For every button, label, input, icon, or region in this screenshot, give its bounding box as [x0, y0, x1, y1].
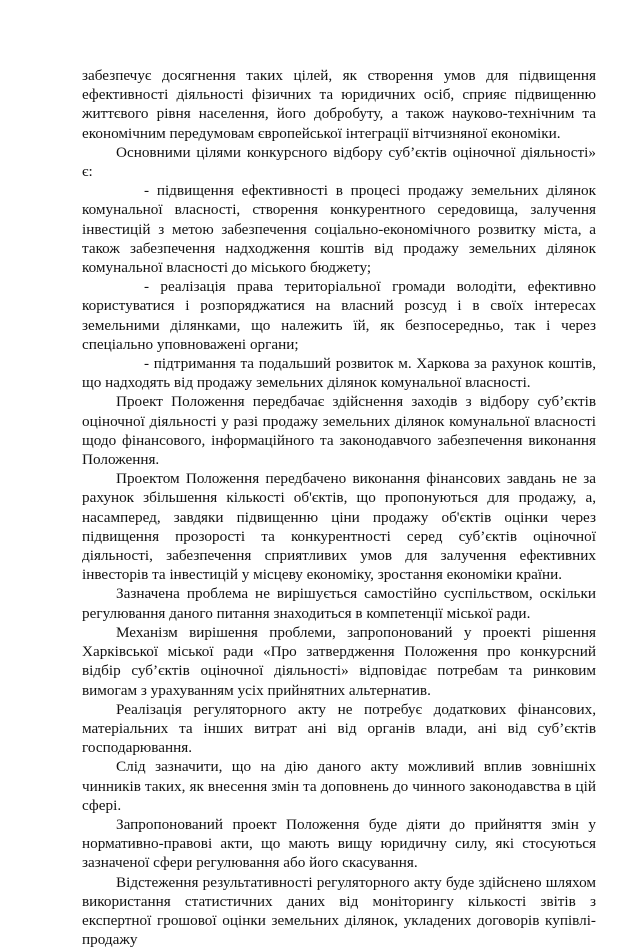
paragraph-external-factors: Слід зазначити, що на дію даного акту можливий вплив зовнішніх чинників таких, як внесення змін та доповнень до чинного законодавства в цій сфері. [82, 758, 596, 814]
paragraph-costs: Реалізація регуляторного акту не потребує додаткових фінансових, матеріальних та інших витрат ані від органів влади, ані від суб’єктів господарювання. [82, 700, 596, 757]
paragraph-problem: Зазначена проблема не вирішується самостійно суспільством, оскільки регулювання даного питання знаходиться в компетенції міської ради. [82, 585, 596, 622]
document-body [82, 66, 596, 949]
paragraph-monitoring: Відстеження результативності регуляторного акту буде здійснено шляхом використання статистичних даних від моніторингу кількості звітів з експертної грошової оцінки земельних ділянок, укладених договорів купівлі-продажу [82, 873, 596, 949]
paragraph-validity: Запропонований проект Положення буде діяти до прийняття змін у нормативно-правові акти, що мають вищу юридичну силу, які стосуються зазначеної сфери регулювання або його скасування. [82, 815, 596, 872]
bullet-community-rights: - реалізація права територіальної громади володіти, ефективно користуватися і розпоряджатися на власний розсуд і в своїх інтересах земельними ділянками, що належить їй, як безпосередньо, так і через спеціально уповноважені органи; [82, 278, 596, 353]
paragraph-financial-tasks: Проектом Положення передбачено виконання фінансових завдань не за рахунок збільшення кількості об'єктів, що пропонуються для продажу, а, насамперед, завдяки підвищенню ціни продажу об'єктів оцінки через підвищення прозорості та конкурентності серед суб’єктів оціночної діяльності, забезпечення сприятливих умов для залучення ефективних інвесторів та інвестицій у місцеву економіку, зростання економіки країни. [82, 470, 596, 584]
paragraph-main-goals: Основними цілями конкурсного відбору суб’єктів оціночної діяльності» є: [82, 143, 596, 181]
bullet-efficiency: - підвищення ефективності в процесі продажу земельних ділянок комунальної власності, створення конкурентного середовища, залучення інвестицій з метою забезпечення соціально-економічного розвитку міста, а також забезпечення надходження коштів від продажу земельних ділянок комунальної власності до міського бюджету; [82, 182, 596, 277]
paragraph-intro-continuation: забезпечує досягнення таких цілей, як створення умов для підвищення ефективності діяльності фізичних та юридичних осіб, сприяє підвищенню життєвого рівня населення, його добробуту, а також науково-технічним та економічним передумовам європейської інтеграції вітчизняної економіки. [82, 67, 596, 142]
paragraph-mechanism: Механізм вирішення проблеми, запропонований у проекті рішення Харківської міської ради «Про затвердження Положення про конкурсний відбір суб’єктів оціночної діяльності» відповідає потребам та ринковим вимогам з урахуванням усіх прийнятних альтернатив. [82, 623, 596, 699]
paragraph-measures: Проект Положення передбачає здійснення заходів з відбору суб’єктів оціночної діяльності у разі продажу земельних ділянок комунальної власності щодо фінансового, інформаційного та законодавчого забезпечення виконання Положення. [82, 393, 596, 469]
bullet-kharkiv-development: - підтримання та подальший розвиток м. Харкова за рахунок коштів, що надходять від продажу земельних ділянок комунальної власності. [82, 355, 596, 392]
